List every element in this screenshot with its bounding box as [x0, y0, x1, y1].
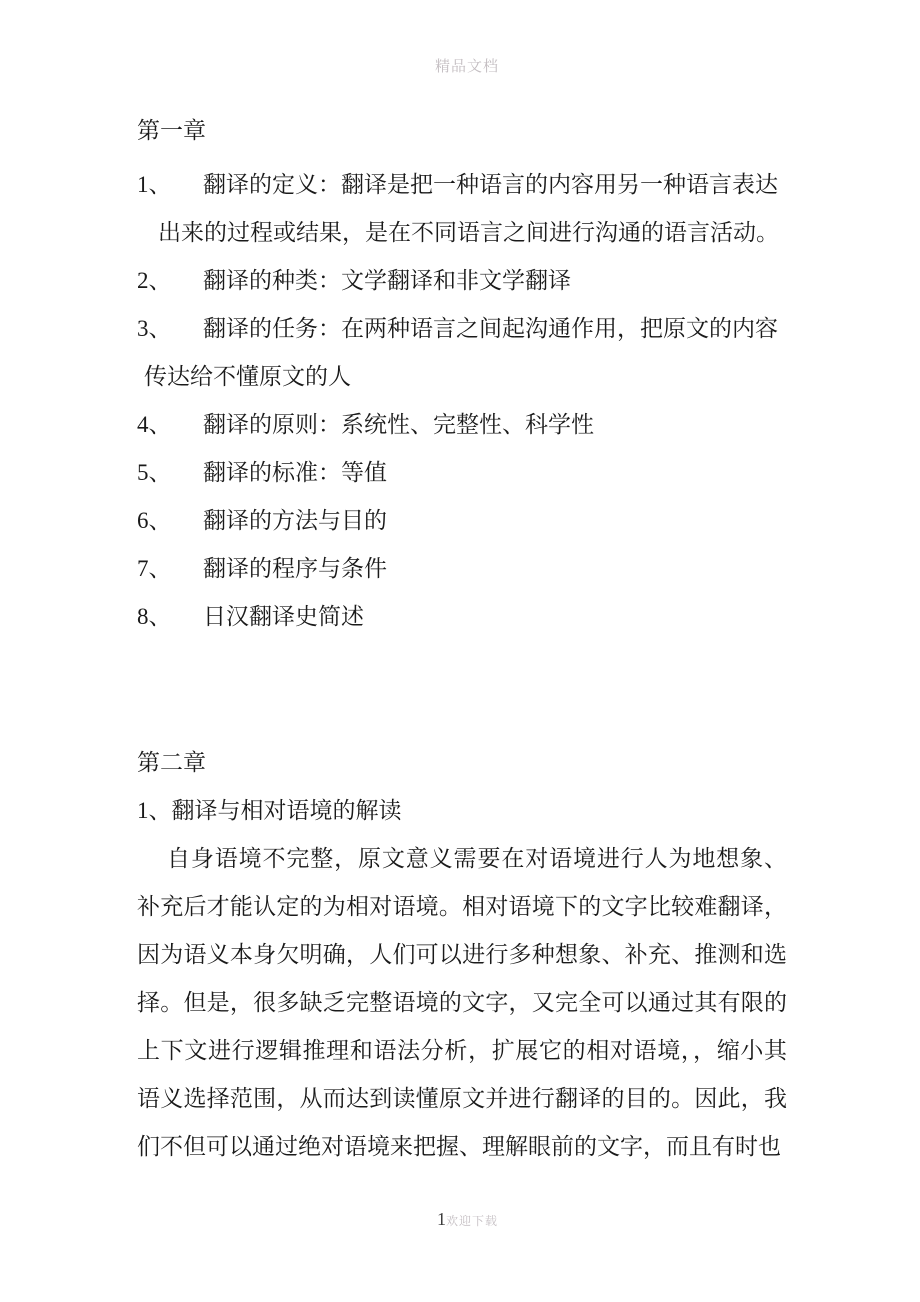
list-item: [137, 257, 787, 305]
top-watermark: 精品文档: [435, 59, 500, 75]
list-item: [137, 305, 787, 353]
list-item: [137, 401, 787, 449]
list-item-number: 6、: [137, 508, 172, 533]
list-item-text: 翻译的定义：翻译是把一种语言的内容用另一种语言表达: [203, 172, 778, 197]
list-item-number: 4、: [137, 412, 172, 437]
list-item-number: 7、: [137, 556, 172, 581]
list-item-text: 翻译的程序与条件: [203, 556, 387, 581]
list-item-number: 2、: [137, 268, 172, 293]
page-number: 1: [437, 1209, 446, 1229]
list-item: [137, 449, 787, 497]
list-item-text: 翻译的种类：文学翻译和非文学翻译: [203, 268, 571, 293]
list-item-number: 8、: [137, 604, 172, 629]
bottom-watermark: 欢迎下载: [446, 1214, 499, 1228]
chapter2-heading: 第二章: [137, 750, 206, 775]
list-item: [137, 593, 787, 641]
list-item: [137, 497, 787, 545]
document-content: [137, 107, 787, 1171]
list-item-text: 翻译的任务：在两种语言之间起沟通作用，把原文的内容: [203, 316, 778, 341]
list-item-text: 翻译的标准：等值: [203, 460, 387, 485]
chapter1-heading: 第一章: [137, 118, 206, 143]
list-item-text: 翻译的方法与目的: [203, 508, 387, 533]
list-item-number: 1、: [137, 172, 172, 197]
chapter1-list: [137, 161, 787, 641]
list-item-continuation: 传达给不懂原文的人: [144, 364, 351, 389]
list-item: [137, 161, 787, 209]
list-item-number: 3、: [137, 316, 172, 341]
list-item-text: 翻译的原则：系统性、完整性、科学性: [203, 412, 594, 437]
list-item-number: 5、: [137, 460, 172, 485]
list-item: [137, 545, 787, 593]
chapter2-paragraph: 自身语境不完整，原文意义需要在对语境进行人为地想象、补充后才能认定的为相对语境。相对语境下的文字比较难翻译，因为语义本身欠明确，人们可以进行多种想象、补充、推测和选择。但是，很多缺乏完整语境的文字，又完全可以通过其有限的上下文进行逻辑推理和语法分析，扩展它的相对语境，，缩小其语义选择范围，从而达到读懂原文并进行翻译的目的。因此，我们不但可以通过绝对语境来把握、理解眼前的文字，而且有时也: [137, 846, 787, 1159]
chapter2-subheading: 1、翻译与相对语境的解读: [137, 798, 402, 823]
list-item-continuation: 出来的过程或结果，是在不同语言之间进行沟通的语言活动。: [158, 220, 779, 245]
list-item-text: 日汉翻译史简述: [203, 604, 364, 629]
page-footer: [437, 1206, 498, 1232]
